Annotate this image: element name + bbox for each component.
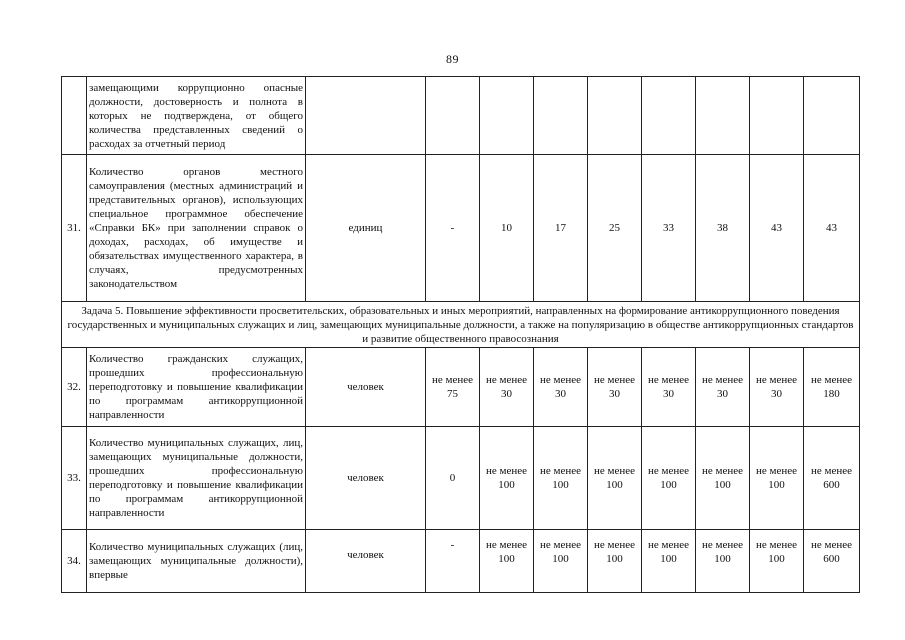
table-row [62, 77, 860, 155]
table-row [62, 155, 860, 302]
task-header-row [62, 302, 860, 348]
base-value-cell: 0 [426, 427, 480, 530]
value-cell: не менее 100 [750, 427, 804, 530]
table-row [62, 348, 860, 427]
table-row [62, 530, 860, 593]
row-number: 34. [62, 530, 87, 593]
value-cell: не менее 30 [642, 348, 696, 427]
table-row [62, 427, 860, 530]
value-cell: не менее 100 [534, 530, 588, 593]
value-cell: 43 [750, 155, 804, 302]
total-value-cell [804, 77, 860, 155]
base-value-cell: - [426, 530, 480, 593]
value-cell: не менее 100 [696, 427, 750, 530]
value-cell: не менее 100 [588, 427, 642, 530]
value-cell: не менее 30 [588, 348, 642, 427]
value-cell [750, 77, 804, 155]
value-cell: не менее 30 [750, 348, 804, 427]
unit-cell: человек [306, 530, 426, 593]
indicators-table [61, 76, 860, 593]
value-cell: не менее 100 [750, 530, 804, 593]
value-cell: 38 [696, 155, 750, 302]
indicator-description: Количество органов местного самоуправления (местных администраций и представительных органов), использующих специальное программное обеспечение «Справки БК» при заполнении справок о доходах, расходах, об имуществе и обязательствах имущественного характера, в случаях, предусмотренных законодательством [87, 155, 306, 302]
base-value-cell [426, 77, 480, 155]
value-cell: 33 [642, 155, 696, 302]
total-value-cell: не менее 600 [804, 427, 860, 530]
value-cell: 25 [588, 155, 642, 302]
value-cell [480, 77, 534, 155]
unit-cell: человек [306, 348, 426, 427]
value-cell: не менее 100 [588, 530, 642, 593]
value-cell: не менее 100 [480, 427, 534, 530]
value-cell: не менее 100 [480, 530, 534, 593]
row-number: 33. [62, 427, 87, 530]
indicator-description: Количество гражданских служащих, прошедших профессиональную переподготовку и повышение квалификации по программам антикоррупционной направленности [87, 348, 306, 427]
indicator-description: замещающими коррупционно опасные должности, достоверность и полнота в которых не подтверждена, от общего количества представленных сведений о расходах за отчетный период [87, 77, 306, 155]
value-cell: 17 [534, 155, 588, 302]
base-value-cell: не менее 75 [426, 348, 480, 427]
total-value-cell: не менее 600 [804, 530, 860, 593]
unit-cell [306, 77, 426, 155]
row-number [62, 77, 87, 155]
value-cell [696, 77, 750, 155]
value-cell [588, 77, 642, 155]
row-number: 31. [62, 155, 87, 302]
value-cell: не менее 30 [696, 348, 750, 427]
total-value-cell: не менее 180 [804, 348, 860, 427]
page-number: 89 [446, 52, 459, 66]
value-cell [534, 77, 588, 155]
value-cell: не менее 100 [642, 427, 696, 530]
indicator-description: Количество муниципальных служащих (лиц, замещающих муниципальные должности), впервые [87, 530, 306, 593]
unit-cell: человек [306, 427, 426, 530]
value-cell: не менее 100 [642, 530, 696, 593]
row-number: 32. [62, 348, 87, 427]
value-cell: не менее 30 [534, 348, 588, 427]
indicator-description: Количество муниципальных служащих, лиц, замещающих муниципальные должности, прошедших профессиональную переподготовку и повышение квалификации по программам антикоррупционной направленности [87, 427, 306, 530]
total-value-cell: 43 [804, 155, 860, 302]
value-cell: не менее 30 [480, 348, 534, 427]
unit-cell: единиц [306, 155, 426, 302]
value-cell: не менее 100 [534, 427, 588, 530]
value-cell [642, 77, 696, 155]
base-value-cell: - [426, 155, 480, 302]
task-heading: Задача 5. Повышение эффективности просветительских, образовательных и иных мероприятий, направленных на формирование антикоррупционного поведения государственных и муниципальных служащих и лиц, замещающих муниципальные должности, а также на популяризацию в обществе антикоррупционных стандартов и развитие общественного правосознания [62, 302, 860, 348]
value-cell: не менее 100 [696, 530, 750, 593]
value-cell: 10 [480, 155, 534, 302]
